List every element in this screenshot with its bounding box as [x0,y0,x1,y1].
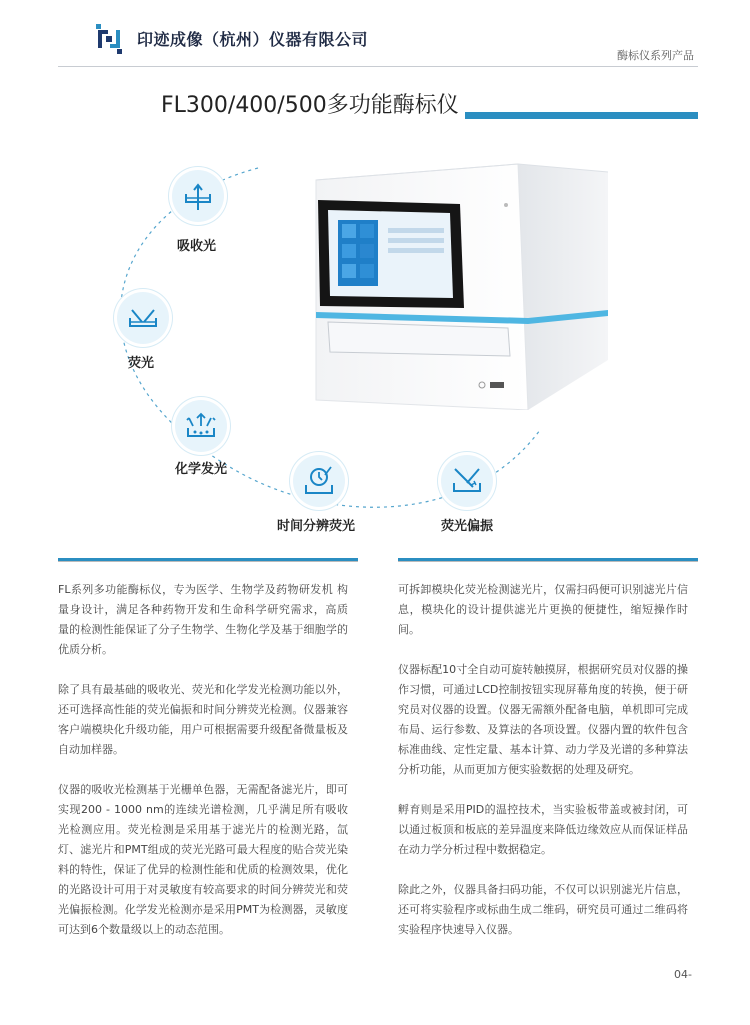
right-column-rule-line [398,561,698,562]
company-name: 印迹成像（杭州）仪器有限公司 [137,30,369,49]
paragraph: 仪器的吸收光检测基于光栅单色器，无需配备滤光片，即可实现200 - 1000 nm的连续光谱检测，几乎满足所有吸收光检测应用。荧光检测是采用基于滤光片的检测光路，氙灯、滤光片和PMT组成的荧光光路可最大程度的贴合荧光染料的特性，保证了优异的检测性能和优质的检测效果，优化的光路设计可用于对灵敏度有较高要求的时间分辨荧光和荧光偏振检测。化学发光检测亦是采用PMT为检测器，灵敏度可达到6个数量级以上的动态范围。 [58,783,348,936]
page-title: FL300/400/500多功能酶标仪 [155,88,465,119]
page-number: 04- [674,968,692,981]
paragraph: 仪器标配10寸全自动可旋转触摸屏，根据研究员对仪器的操作习惯，可通过LCD控制按钮实现屏幕角度的转换，便于研究员对仪器的设置。仪器无需额外配备电脑，单机即可完成布局、运行参数、及算法的各项设置。仪器内置的软件包含标准曲线、定性定量、基本计算、动力学及光谱的多种算法分析功能，从而更加方便实验数据的处理及研究。 [398,663,688,776]
title-bar-gap [108,104,156,120]
feature-label-chemiluminescence: 化学发光 [175,462,228,477]
paragraph: 除了具有最基础的吸收光、荧光和化学发光检测功能以外，还可选择高性能的荧光偏振和时间分辨荧光检测。仪器兼容客户端模块化升级功能，用户可根据需要升级配备微量板及自动加样器。 [58,683,348,756]
paragraph: 除此之外，仪器具备扫码功能，不仅可以识别滤光片信息，还可将实验程序或标曲生成二维码，研究员可通过二维码将实验程序快速导入仪器。 [398,883,688,936]
paragraph: 孵育则是采用PID的温控技术，当实验板带盖或被封闭，可以通过板顶和板底的差异温度来降低边缘效应从而保证样品在动力学分析过程中数据稳定。 [398,803,688,856]
paragraph: 可拆卸模块化荧光检测滤光片，仅需扫码便可识别滤光片信息，模块化的设计提供滤光片更换的便捷性，缩短操作时间。 [398,583,688,636]
left-column-rule-line [58,561,358,562]
feature-label-fluorescence: 荧光 [128,356,155,371]
feature-label-time-resolved: 时间分辨荧光 [277,519,356,534]
paragraph: FL系列多功能酶标仪，专为医学、生物学及药物研发机 构量身设计，满足各种药物开发和生命科学研究需求，高质 量的检测性能保证了分子生物学、生物化学及基于细胞学的优质分析。 [58,583,359,656]
company-logo-icon [92,22,126,56]
left-column [58,580,359,940]
absorbance-icon [172,170,224,222]
right-column [398,580,688,940]
header-divider [58,66,698,67]
chemiluminescence-icon [175,400,227,452]
fluorescence-icon [117,292,169,344]
feature-label-polarization: 荧光偏振 [441,519,494,534]
polarization-icon [441,455,493,507]
series-label: 酶标仪系列产品 [617,49,694,62]
feature-label-absorbance: 吸收光 [177,239,217,254]
microplate-reader-image [298,160,610,410]
time-resolved-icon [293,455,345,507]
